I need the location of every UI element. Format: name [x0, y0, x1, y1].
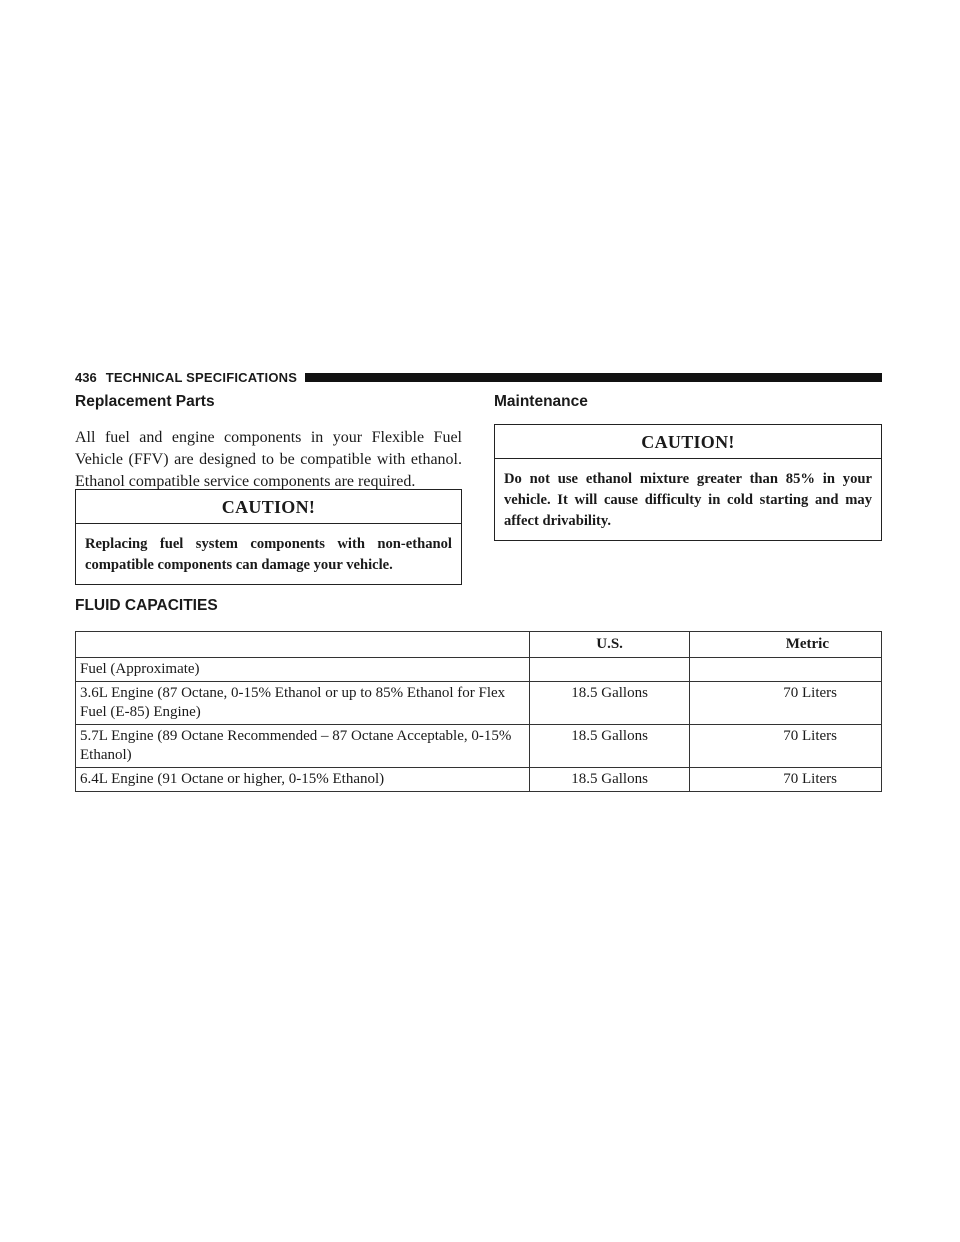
table-row [76, 725, 882, 768]
empty-cell [529, 658, 689, 682]
group-label: Fuel (Approximate) [76, 658, 530, 682]
caution-box-maintenance [494, 424, 882, 541]
engine-cell: 3.6L Engine (87 Octane, 0-15% Ethanol or up to 85% Ethanol for Flex Fuel (E-85) Engine) [76, 682, 530, 725]
maintenance-section [494, 392, 882, 412]
empty-cell [690, 658, 882, 682]
column-header-metric: Metric [690, 632, 882, 658]
metric-capacity-cell: 70 Liters [690, 768, 882, 792]
caution-text: Replacing fuel system components with non-ethanol compatible components can damage your vehicle. [85, 536, 452, 573]
maintenance-heading: Maintenance [494, 393, 588, 410]
replacement-parts-section [75, 392, 462, 493]
caution-title: CAUTION! [495, 425, 881, 459]
engine-cell: 6.4L Engine (91 Octane or higher, 0-15% Ethanol) [76, 768, 530, 792]
caution-text: Do not use ethanol mixture greater than 85% in your vehicle. It will cause difficulty in cold starting and may affect drivability. [504, 471, 872, 529]
header-rule [305, 373, 882, 382]
metric-capacity-cell: 70 Liters [690, 682, 882, 725]
fluid-capacities-table [75, 631, 882, 792]
caution-box-replacement [75, 489, 462, 585]
section-title: TECHNICAL SPECIFICATIONS [105, 369, 298, 385]
table-header-row [76, 632, 882, 658]
table-row [76, 682, 882, 725]
replacement-parts-body: All fuel and engine components in your Flexible Fuel Vehicle (FFV) are designed to be compatible with ethanol. Ethanol compatible service components are required. [75, 429, 462, 490]
column-header-item [76, 632, 530, 658]
replacement-parts-heading: Replacement Parts [75, 393, 215, 410]
page-number: 436 [75, 369, 97, 385]
table-row [76, 768, 882, 792]
metric-capacity-cell: 70 Liters [690, 725, 882, 768]
column-header-us: U.S. [529, 632, 689, 658]
table-group-row [76, 658, 882, 682]
caution-title: CAUTION! [76, 490, 461, 524]
fluid-capacities-heading: FLUID CAPACITIES [75, 597, 218, 614]
engine-cell: 5.7L Engine (89 Octane Recommended – 87 Octane Acceptable, 0-15% Ethanol) [76, 725, 530, 768]
us-capacity-cell: 18.5 Gallons [529, 725, 689, 768]
us-capacity-cell: 18.5 Gallons [529, 768, 689, 792]
page-header [75, 369, 882, 385]
us-capacity-cell: 18.5 Gallons [529, 682, 689, 725]
